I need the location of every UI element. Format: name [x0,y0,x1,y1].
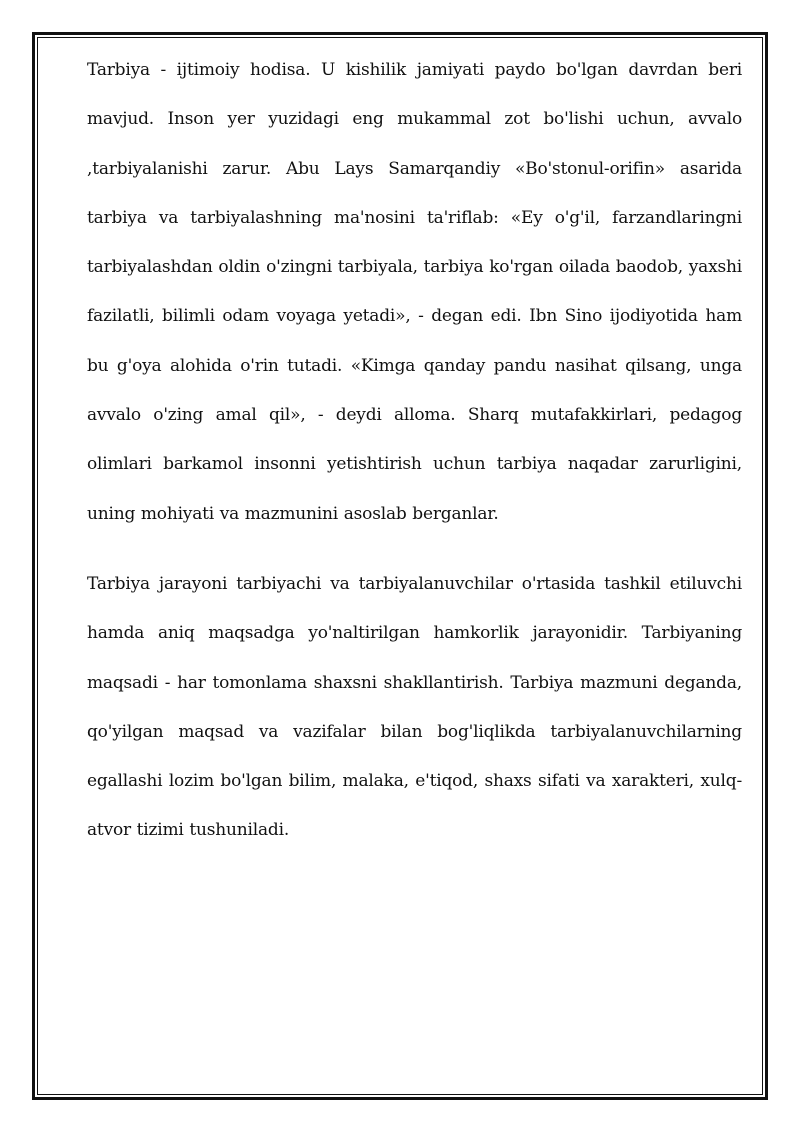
paragraph-2: Tarbiya jarayoni tarbiyachi va tarbiyalanuvchilar o'rtasida tashkil etiluvchi hamda aniq maqsadga yo'naltirilgan hamkorlik jarayonidir. Tarbiyaning maqsadi - har tomonlama shaxsni shakllantirish. Tarbiya mazmuni deganda, qo'yilgan maqsad va vazifalar bilan bog'liqlikda tarbiyalanuvchilarning egallashi lozim bo'lgan bilim, malaka, e'tiqod, shaxs sifati va xarakteri, xulq-atvor tizimi tushuniladi. [87,573,742,841]
paragraph-1: Tarbiya - ijtimoiy hodisa. U kishilik jamiyati paydo bo'lgan davrdan beri mavjud. Inson yer yuzidagi eng mukammal zot bo'lishi uchun, avvalo ,tarbiyalanishi zarur. Abu Lays Samarqandiy «Bo'stonul-orifin» asarida tarbiya va tarbiyalashning ma'nosini ta'riflab: «Ey o'g'il, farzandlaringni tarbiyalashdan oldin o'zingni tarbiyala, tarbiya ko'rgan oilada baodob, yaxshi fazilatli, bilimli odam voyaga yetadi», - degan edi. Ibn Sino ijodiyotida ham bu g'oya alohida o'rin tutadi. «Kimga qanday pandu nasihat qilsang, unga avvalo o'zing amal qil», - deydi alloma. Sharq mutafakkirlari, pedagog olimlari barkamol insonni yetishtirish uchun tarbiya naqadar zarurligini, uning mohiyati va mazmunini asoslab berganlar. [87,60,742,524]
document-body [87,46,742,856]
